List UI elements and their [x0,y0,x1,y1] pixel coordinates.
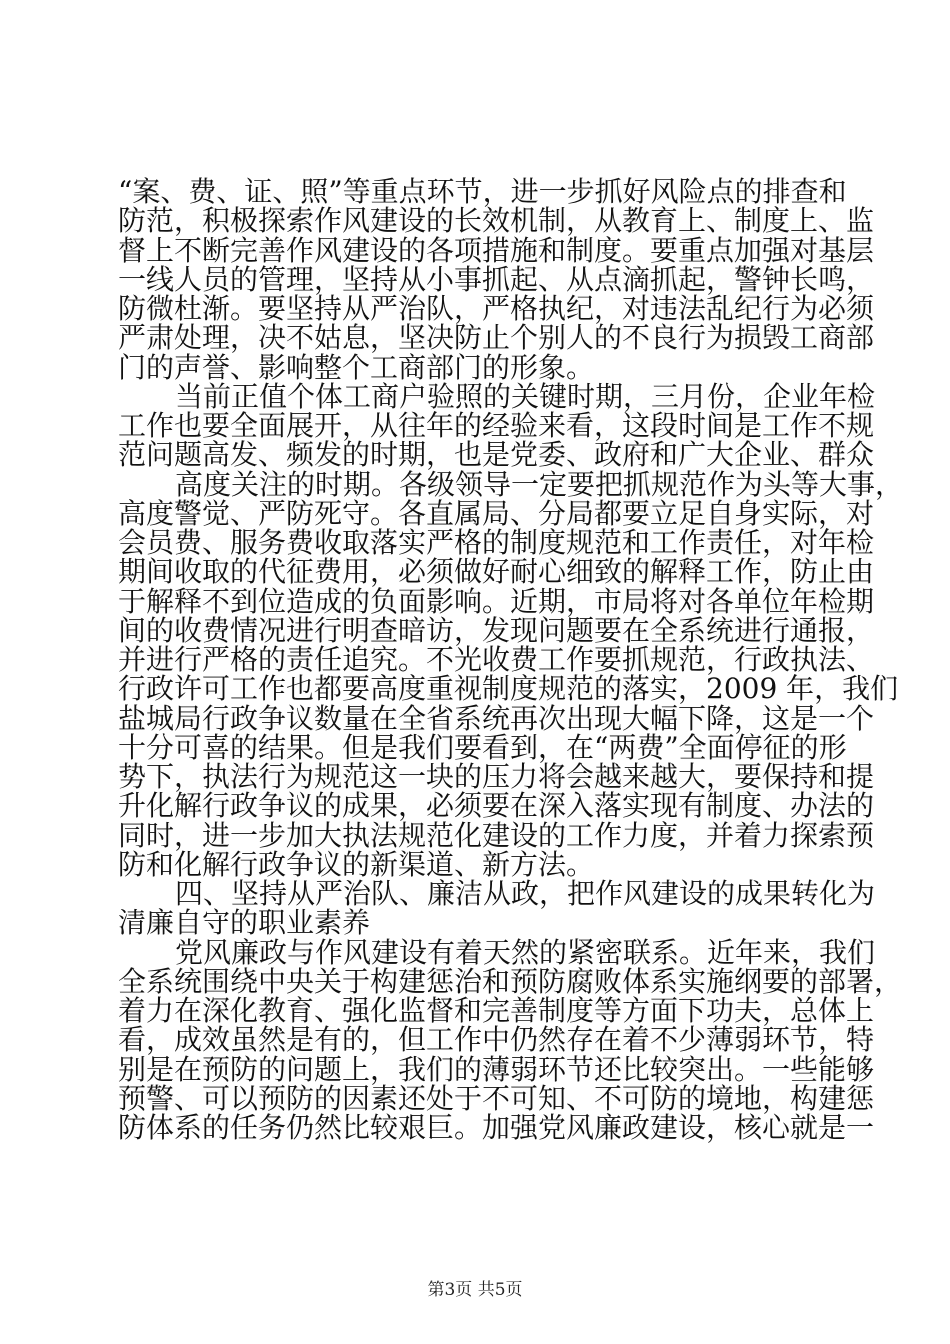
text-line: 高度警觉、严防死守。各直属局、分局都要立足自身实际，对 [118,496,875,530]
text-line: 盐城局行政争议数量在全省系统再次出现大幅下降，这是一个 [118,701,875,735]
page-number: 第3页 共5页 [427,1280,523,1300]
section-heading-line: 清廉自守的职业素养 [118,906,371,940]
text-line: 升化解行政争议的成果，必须要在深入落实现有制度、办法的 [118,789,875,823]
text-line: 势下，执法行为规范这一块的压力将会越来越大，要保持和提 [118,760,875,793]
text-line: 当前正值个体工商户验照的关键时期，三月份，企业年检 [175,379,876,413]
section-heading-line: 四、坚持从严治队、廉洁从政，把作风建设的成果转化为 [175,877,876,910]
text-line: 严肃处理，决不姑息，坚决防止个别人的不良行为损毁工商部 [118,321,875,355]
text-line: 别是在预防的问题上，我们的薄弱环节还比较突出。一些能够 [118,1052,875,1086]
text-line: 期间收取的代征费用，必须做好耐心细致的解释工作，防止由 [118,555,875,589]
text-line: 并进行严格的责任追究。不光收费工作要抓规范，行政执法、 [118,643,875,676]
text-line: 党风廉政与作风建设有着天然的紧密联系。近年来，我们 [175,935,876,969]
text-line: 着力在深化教育、强化监督和完善制度等方面下功夫，总体上 [118,994,875,1027]
text-line: 范问题高发、频发的时期，也是党委、政府和广大企业、群众 [118,438,875,472]
text-line: 会员费、服务费收取落实严格的制度规范和工作责任，对年检 [118,526,875,559]
text-line: 同时，进一步加大执法规范化建设的工作力度，并着力探索预 [118,818,875,852]
text-line: 于解释不到位造成的负面影响。近期，市局将对各单位年检期 [118,584,875,618]
text-line: 行政许可工作也都要高度重视制度规范的落实，2009 年，我们 [118,672,899,706]
text-line: 间的收费情况进行明查暗访，发现问题要在全系统进行通报， [118,613,875,647]
document-body [118,175,904,1144]
text-line: 十分可喜的结果。但是我们要看到，在“两费”全面停征的形 [118,730,847,764]
text-line: “案、费、证、照”等重点环节，进一步抓好风险点的排查和 [118,175,847,208]
text-line: 高度关注的时期。各级领导一定要把抓规范作为头等大事， [175,467,904,501]
text-line: 工作也要全面展开，从往年的经验来看，这段时间是工作不规 [118,409,875,442]
text-line: 一线人员的管理，坚持从小事抓起、从点滴抓起，警钟长鸣， [118,262,875,296]
text-line: 门的声誉、影响整个工商部门的形象。 [118,350,595,384]
text-line: 防体系的任务仍然比较艰巨。加强党风廉政建设，核心就是一 [118,1111,875,1144]
text-line: 防范，积极探索作风建设的长效机制，从教育上、制度上、监 [118,204,875,238]
text-line: 看，成效虽然是有的，但工作中仍然存在着不少薄弱环节，特 [118,1023,875,1057]
text-line: 全系统围绕中央关于构建惩治和预防腐败体系实施纲要的部署， [118,964,903,998]
text-line: 预警、可以预防的因素还处于不可知、不可防的境地，构建惩 [118,1081,875,1115]
text-line: 防和化解行政争议的新渠道、新方法。 [118,847,595,881]
text-line: 督上不断完善作风建设的各项措施和制度。要重点加强对基层 [118,233,875,267]
text-line: 防微杜渐。要坚持从严治队，严格执纪，对违法乱纪行为必须 [118,292,875,325]
